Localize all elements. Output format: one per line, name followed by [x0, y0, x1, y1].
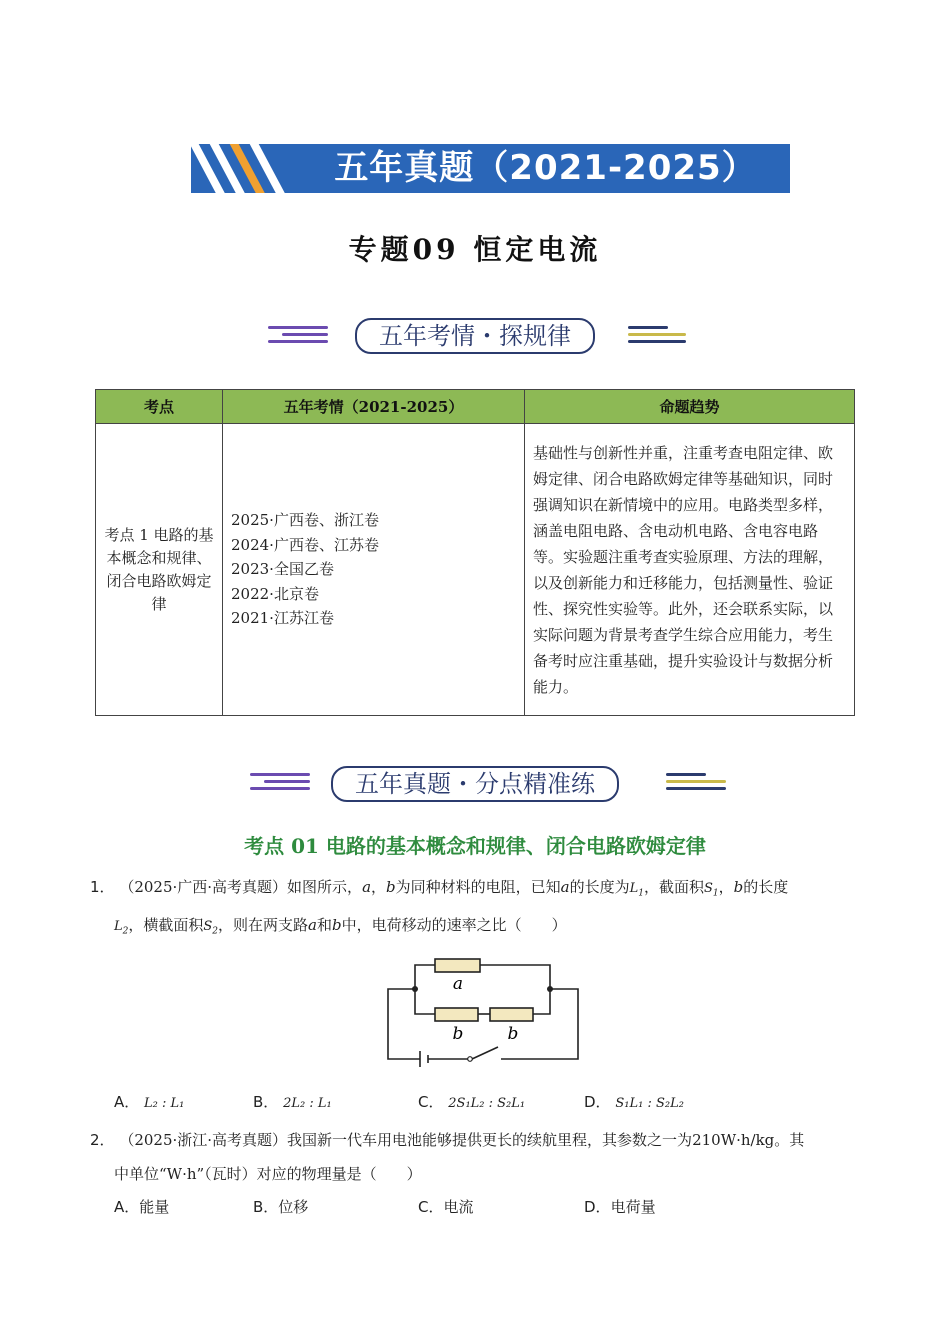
option-a[interactable]: A． L₂ : L₁: [114, 1093, 185, 1111]
resistor-label: a: [452, 974, 464, 994]
option-c[interactable]: C．电流: [418, 1198, 474, 1216]
resistor-label: b: [507, 1024, 519, 1044]
option-b[interactable]: B．位移: [253, 1198, 309, 1216]
question-number: 1．: [90, 878, 115, 896]
document-title: 专题09 恒定电流: [348, 233, 602, 266]
decor-line: [666, 780, 726, 783]
table-header: 考点: [96, 390, 223, 424]
years-cell: [223, 424, 525, 716]
option-c[interactable]: C． 2S₁L₂ : S₂L₁: [418, 1093, 526, 1111]
year-item: 2022·北京卷: [231, 584, 319, 603]
option-b[interactable]: B． 2L₂ : L₁: [253, 1093, 332, 1111]
trend-cell: 基础性与创新性并重，注重考查电阻定律、欧姆定律、闭合电路欧姆定律等基础知识，同时强调知识在新情境中的应用。电路类型多样，涵盖电阻电路、含电动机电路、含电容电路等。实验题注重考查实验原理、方法的理解，以及创新能力和迁移能力，包括测量性、验证性、探究性实验等。此外，还会联系实际，以实际问题为背景考查学生综合应用能力，考生备考时应注重基础，提升实验设计与数据分析能力。: [525, 424, 855, 716]
section-pill: [331, 766, 619, 802]
section-pill: [355, 318, 595, 354]
title-banner: [191, 144, 790, 193]
table-header: 命题趋势: [525, 390, 855, 424]
question-1-line2: $L_2$，横截面积$S_2$，则在两支路a和b中，电荷移动的速率之比（ ）: [114, 916, 567, 937]
decor-line: [282, 333, 328, 336]
decor-line: [250, 773, 310, 776]
topic-heading: 考点 01 电路的基本概念和规律、闭合电路欧姆定律: [244, 834, 706, 858]
option-a[interactable]: A．能量: [114, 1198, 170, 1216]
decor-line: [666, 773, 706, 776]
decor-line: [264, 780, 310, 783]
section-label: 五年考情・探规律: [379, 322, 571, 350]
decor-line: [628, 333, 686, 336]
resistor-b: [490, 1008, 533, 1021]
exam-trend-table: [95, 389, 855, 716]
banner-title: 五年真题（2021-2025）: [334, 148, 757, 188]
section-label: 五年真题・分点精准练: [355, 770, 595, 798]
decor-line: [250, 787, 310, 790]
year-item: 2025·广西卷、浙江卷: [231, 511, 379, 530]
resistor-a: [435, 959, 480, 972]
section-header-trends: [0, 318, 950, 354]
year-item: 2024·广西卷、江苏卷: [231, 535, 379, 554]
option-d[interactable]: D．电荷量: [584, 1198, 656, 1216]
question-1-line1: 1． （2025·广西·高考真题）如图所示，a，b为同种材料的电阻，已知a的长度为$L_1$，截面积$S_1$，b的长度: [90, 878, 789, 899]
section-header-practice: [0, 766, 950, 802]
decor-line: [628, 340, 686, 343]
resistor-b: [435, 1008, 478, 1021]
year-item: 2021·江苏江卷: [231, 609, 334, 628]
table-header: 五年考情（2021-2025）: [223, 390, 525, 424]
decor-line: [628, 326, 668, 329]
year-item: 2023·全国乙卷: [231, 560, 334, 579]
question-2-line2: 中单位“W·h”（瓦时）对应的物理量是（ ）: [114, 1165, 422, 1183]
circuit-diagram: [380, 955, 590, 1067]
question-2-line1: 2． （2025·浙江·高考真题）我国新一代车用电池能够提供更长的续航里程，其参数之一为210W·h/kg。其: [90, 1131, 805, 1149]
option-d[interactable]: D． S₁L₁ : S₂L₂: [584, 1093, 684, 1111]
decor-line: [268, 340, 328, 343]
resistor-label: b: [452, 1024, 464, 1044]
question-number: 2．: [90, 1131, 115, 1149]
decor-line: [666, 787, 726, 790]
topic-cell: 考点 1 电路的基本概念和规律、闭合电路欧姆定律: [96, 424, 223, 716]
decor-line: [268, 326, 328, 329]
